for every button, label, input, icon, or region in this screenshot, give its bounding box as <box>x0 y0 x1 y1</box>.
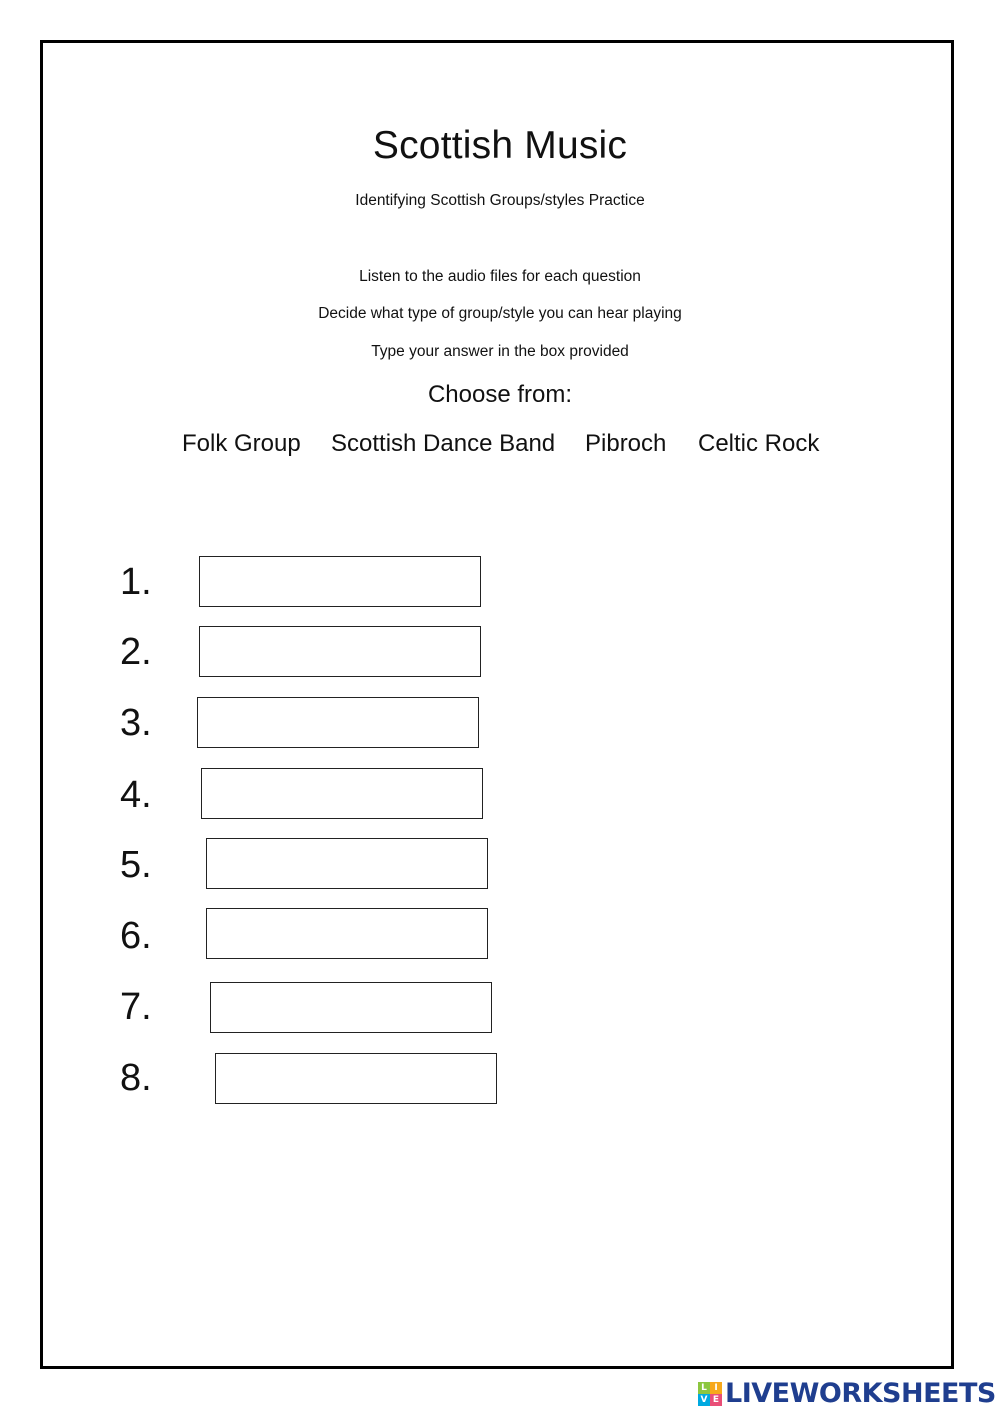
question-number-6: 6. <box>120 915 152 957</box>
answer-input-7[interactable] <box>210 982 492 1033</box>
liveworksheets-icon <box>698 1382 722 1406</box>
option-pibroch: Pibroch <box>585 430 667 457</box>
answer-input-3[interactable] <box>197 697 479 748</box>
answer-input-4[interactable] <box>201 768 483 819</box>
question-number-1: 1. <box>120 561 152 603</box>
answer-input-1[interactable] <box>199 556 481 607</box>
question-number-3: 3. <box>120 702 152 744</box>
worksheet-title: Scottish Music <box>372 124 628 167</box>
instruction-line-3: Type your answer in the box provided <box>371 343 629 360</box>
option-celtic-rock: Celtic Rock <box>698 430 820 457</box>
choose-from-label: Choose from: <box>427 381 573 408</box>
logo-icon-letter-l: L <box>698 1382 710 1394</box>
answer-input-5[interactable] <box>206 838 488 889</box>
question-number-5: 5. <box>120 844 152 886</box>
question-number-7: 7. <box>120 986 152 1028</box>
worksheet-subtitle: Identifying Scottish Groups/styles Practice <box>355 192 645 209</box>
liveworksheets-logo <box>698 1378 996 1409</box>
answer-input-2[interactable] <box>199 626 481 677</box>
question-number-2: 2. <box>120 631 152 673</box>
logo-icon-letter-v: V <box>698 1394 710 1406</box>
answer-input-6[interactable] <box>206 908 488 959</box>
question-number-4: 4. <box>120 774 152 816</box>
question-number-8: 8. <box>120 1057 152 1099</box>
logo-icon-letter-i: I <box>710 1382 722 1394</box>
answer-input-8[interactable] <box>215 1053 497 1104</box>
liveworksheets-wordmark: LIVEWORKSHEETS <box>725 1378 996 1409</box>
option-scottish-dance-band: Scottish Dance Band <box>331 430 556 457</box>
instruction-line-2: Decide what type of group/style you can hear playing <box>318 305 682 322</box>
logo-icon-letter-e: E <box>710 1394 722 1406</box>
instruction-line-1: Listen to the audio files for each question <box>359 268 641 285</box>
worksheet-frame <box>40 40 954 1369</box>
option-folk-group: Folk Group <box>182 430 301 457</box>
